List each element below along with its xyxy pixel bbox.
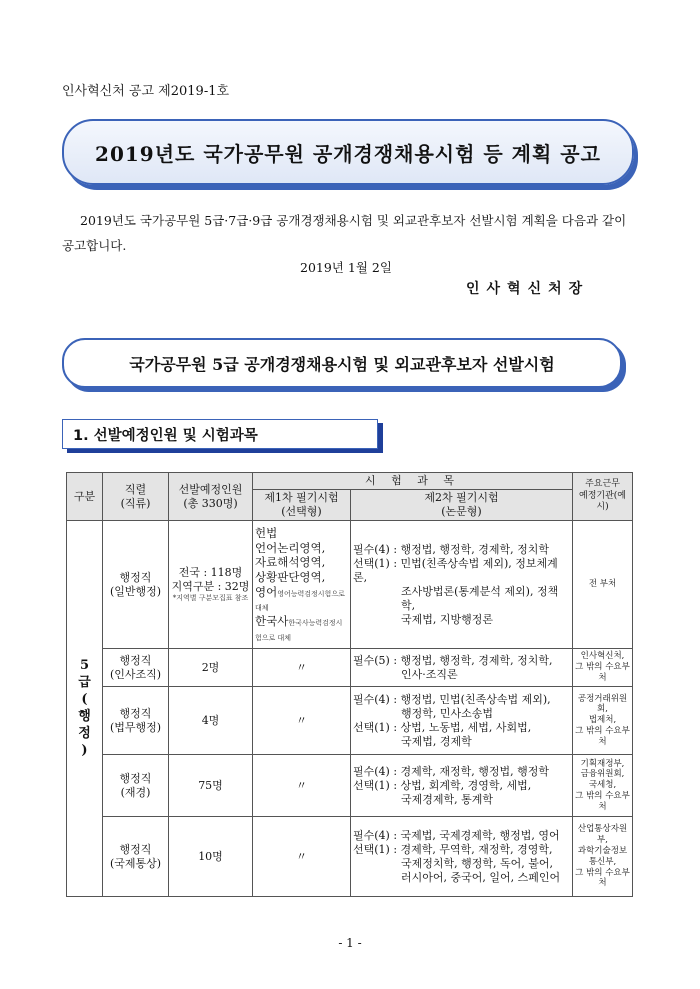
agency-general-admin: 전 부처 (573, 521, 633, 649)
header-recruit: 선발예정인원 (총 330명) (169, 473, 253, 521)
title-banner (62, 119, 634, 185)
job-trade: 행정직 (국제통상) (103, 817, 169, 897)
exam-table (66, 472, 633, 897)
page-title: 2019년도 국가공무원 공개경쟁채용시험 등 계획 공고 (95, 141, 601, 166)
recruit-general-admin: 전국 : 118명 지역구분 : 32명 *지역별 구분모집표 참조 (169, 521, 253, 649)
second-exam-general-admin: 필수(4) : 행정법, 행정학, 경제학, 정치학 선택(1) : 민법(친족상속법 제외), 정보체계론, 조사방법론(통계분석 제외), 정책학, 국제법, 지방행정론 (351, 521, 573, 649)
page-number: - 1 - (338, 936, 362, 950)
notice-date: 2019년 1월 2일 (300, 260, 392, 275)
recruit-legal-admin: 4명 (169, 687, 253, 755)
ditto-legal-admin: 〃 (253, 687, 351, 755)
header-exam-group: 시 험 과 목 (253, 473, 573, 490)
grade-cell: 5 급 ( 행 정 ) (67, 521, 103, 897)
agency-finance: 기획재정부, 금융위원회, 국세청, 그 밖의 수요부처 (573, 755, 633, 817)
ditto-hr: 〃 (253, 649, 351, 687)
header-agency: 주요근무 예정기관(예시) (573, 473, 633, 521)
ditto-finance: 〃 (253, 755, 351, 817)
second-exam-legal-admin: 필수(4) : 행정법, 민법(친족상속법 제외), 행정학, 민사소송법 선택(1) : 상법, 노동법, 세법, 사회법, 국제법, 경제학 (351, 687, 573, 755)
recruit-trade: 10명 (169, 817, 253, 897)
notice-number: 인사혁신처 공고 제2019-1호 (62, 84, 230, 99)
header-job: 직렬 (직류) (103, 473, 169, 521)
agency-legal-admin: 공정거래위원회, 법제처, 그 밖의 수요부처 (573, 687, 633, 755)
exam-subtitle: 국가공무원 5급 공개경쟁채용시험 및 외교관후보자 선발시험 (129, 354, 555, 374)
job-finance: 행정직 (재경) (103, 755, 169, 817)
recruit-finance: 75명 (169, 755, 253, 817)
header-exam1: 제1차 필기시험 (선택형) (253, 490, 351, 521)
second-exam-hr: 필수(5) : 행정법, 행정학, 경제학, 정치학, 인사·조직론 (351, 649, 573, 687)
job-legal-admin: 행정직 (법무행정) (103, 687, 169, 755)
issuer-name: 인사혁신처장 (466, 281, 590, 297)
first-exam-subjects: 헌법 언어논리영역, 자료해석영역, 상황판단영역, 영어영어능력검정시험으로 대체 한국사한국사능력검정시험으로 대체 (253, 521, 351, 649)
agency-trade: 산업통상자원부, 과학기술정보통신부, 그 밖의 수요부처 (573, 817, 633, 897)
header-division: 구분 (67, 473, 103, 521)
recruit-hr: 2명 (169, 649, 253, 687)
job-hr: 행정직 (인사조직) (103, 649, 169, 687)
ditto-trade: 〃 (253, 817, 351, 897)
second-exam-finance: 필수(4) : 경제학, 재정학, 행정법, 행정학 선택(1) : 상법, 회계학, 경영학, 세법, 국제경제학, 통계학 (351, 755, 573, 817)
agency-hr: 인사혁신처, 그 밖의 수요부처 (573, 649, 633, 687)
intro-paragraph: 2019년도 국가공무원 5급·7급·9급 공개경쟁채용시험 및 외교관후보자 선발시험 계획을 다음과 같이 공고합니다. (62, 213, 627, 253)
second-exam-trade: 필수(4) : 국제법, 국제경제학, 행정법, 영어 선택(1) : 경제학, 무역학, 재정학, 경영학, 국제정치학, 행정학, 독어, 불어, 러시아어, 중국어, 일어, 스페인어 (351, 817, 573, 897)
section-heading: 1. 선발예정인원 및 시험과목 (73, 427, 258, 444)
section-heading-box (62, 419, 378, 449)
header-exam2: 제2차 필기시험 (논문형) (351, 490, 573, 521)
subtitle-banner (62, 338, 622, 388)
job-general-admin: 행정직 (일반행정) (103, 521, 169, 649)
